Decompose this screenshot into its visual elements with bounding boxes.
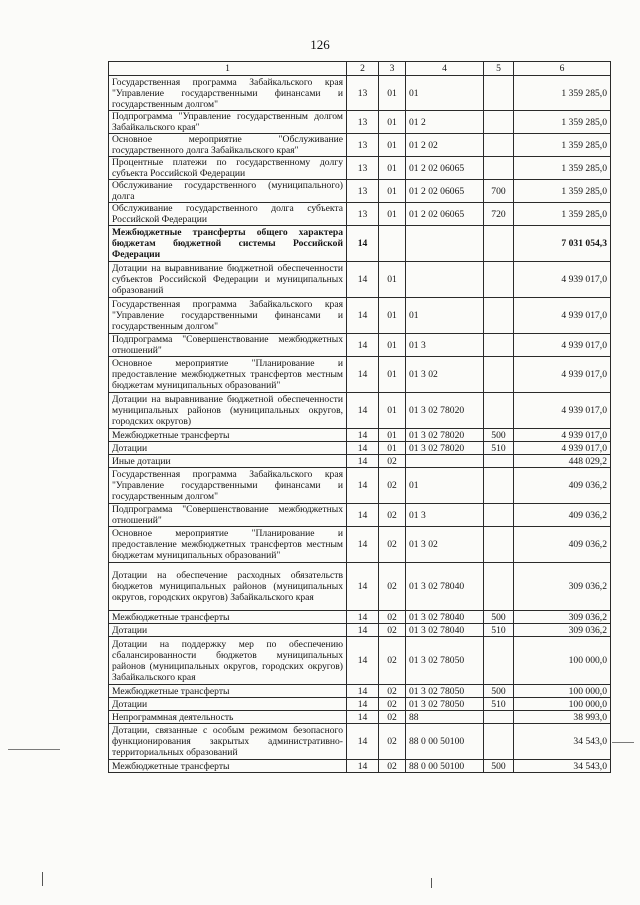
row-subsection-cell: 02	[379, 504, 406, 527]
row-name-cell: Основное мероприятие "Обслуживание государственного долга Забайкальского края"	[109, 134, 347, 157]
row-expense-type-cell: 500	[484, 760, 514, 773]
row-target-article-cell: 01	[406, 298, 484, 334]
row-expense-type-cell	[484, 455, 514, 468]
row-target-article-cell: 01 2 02 06065	[406, 180, 484, 203]
row-target-article-cell: 01 2 02 06065	[406, 203, 484, 226]
row-section-cell: 14	[347, 760, 379, 773]
header-col-1: 1	[109, 62, 347, 76]
table-row	[109, 698, 611, 711]
row-subsection-cell: 01	[379, 429, 406, 442]
row-name-cell: Дотации	[109, 698, 347, 711]
row-section-cell: 14	[347, 468, 379, 504]
row-expense-type-cell	[484, 334, 514, 357]
table-body	[109, 76, 611, 773]
row-subsection-cell: 01	[379, 111, 406, 134]
row-amount-cell: 34 543,0	[514, 760, 611, 773]
row-subsection-cell: 02	[379, 760, 406, 773]
row-name-cell: Обслуживание государственного (муниципального) долга	[109, 180, 347, 203]
row-amount-cell: 34 543,0	[514, 724, 611, 760]
table-row	[109, 226, 611, 262]
row-amount-cell: 409 036,2	[514, 527, 611, 563]
row-target-article-cell: 01	[406, 468, 484, 504]
row-subsection-cell: 01	[379, 393, 406, 429]
row-subsection-cell: 02	[379, 724, 406, 760]
row-section-cell: 14	[347, 711, 379, 724]
header-col-5: 5	[484, 62, 514, 76]
row-expense-type-cell	[484, 504, 514, 527]
row-subsection-cell: 02	[379, 468, 406, 504]
row-expense-type-cell: 720	[484, 203, 514, 226]
row-section-cell: 13	[347, 76, 379, 111]
row-expense-type-cell	[484, 226, 514, 262]
header-col-3: 3	[379, 62, 406, 76]
table-row	[109, 563, 611, 611]
row-target-article-cell: 01 3	[406, 334, 484, 357]
budget-table	[108, 61, 611, 773]
row-target-article-cell: 01 3 02	[406, 527, 484, 563]
table-row	[109, 760, 611, 773]
row-expense-type-cell	[484, 527, 514, 563]
row-expense-type-cell	[484, 637, 514, 685]
row-amount-cell: 309 036,2	[514, 624, 611, 637]
row-section-cell: 14	[347, 393, 379, 429]
row-target-article-cell	[406, 262, 484, 298]
row-name-cell: Подпрограмма "Управление государственным долгом Забайкальского края"	[109, 111, 347, 134]
row-expense-type-cell	[484, 357, 514, 393]
row-section-cell: 14	[347, 685, 379, 698]
row-name-cell: Межбюджетные трансферты	[109, 429, 347, 442]
row-amount-cell: 4 939 017,0	[514, 334, 611, 357]
header-col-4: 4	[406, 62, 484, 76]
row-subsection-cell: 01	[379, 298, 406, 334]
row-amount-cell: 309 036,2	[514, 563, 611, 611]
row-name-cell: Подпрограмма "Совершенствование межбюджетных отношений"	[109, 334, 347, 357]
row-section-cell: 14	[347, 698, 379, 711]
row-subsection-cell: 01	[379, 334, 406, 357]
row-subsection-cell: 02	[379, 711, 406, 724]
page-number: 126	[310, 37, 330, 52]
row-name-cell: Дотации	[109, 442, 347, 455]
row-target-article-cell	[406, 455, 484, 468]
row-subsection-cell: 02	[379, 563, 406, 611]
table-row	[109, 442, 611, 455]
scan-margin-line	[8, 749, 60, 750]
row-target-article-cell: 01 3 02	[406, 357, 484, 393]
row-section-cell: 13	[347, 157, 379, 180]
table-row	[109, 455, 611, 468]
header-col-6: 6	[514, 62, 611, 76]
row-name-cell: Дотации на выравнивание бюджетной обеспеченности субъектов Российской Федерации и муниципальных образований	[109, 262, 347, 298]
row-target-article-cell: 01 3 02 78050	[406, 637, 484, 685]
row-section-cell: 14	[347, 298, 379, 334]
row-subsection-cell: 02	[379, 624, 406, 637]
table-row	[109, 624, 611, 637]
row-expense-type-cell: 700	[484, 180, 514, 203]
row-amount-cell: 4 939 017,0	[514, 298, 611, 334]
row-name-cell: Основное мероприятие "Планирование и предоставление межбюджетных трансфертов местным бюджетам муниципальных образований"	[109, 357, 347, 393]
row-subsection-cell: 01	[379, 262, 406, 298]
row-section-cell: 14	[347, 563, 379, 611]
row-subsection-cell: 02	[379, 611, 406, 624]
row-section-cell: 14	[347, 504, 379, 527]
row-amount-cell: 409 036,2	[514, 468, 611, 504]
row-expense-type-cell	[484, 468, 514, 504]
row-section-cell: 14	[347, 527, 379, 563]
row-section-cell: 14	[347, 611, 379, 624]
row-target-article-cell: 88 0 00 50100	[406, 760, 484, 773]
table-row	[109, 262, 611, 298]
row-name-cell: Межбюджетные трансферты	[109, 685, 347, 698]
row-subsection-cell: 02	[379, 685, 406, 698]
table-row	[109, 393, 611, 429]
row-name-cell: Межбюджетные трансферты общего характера бюджетам бюджетной системы Российской Федерации	[109, 226, 347, 262]
table-row	[109, 468, 611, 504]
row-amount-cell: 4 939 017,0	[514, 357, 611, 393]
row-amount-cell: 4 939 017,0	[514, 262, 611, 298]
row-name-cell: Дотации на обеспечение расходных обязательств бюджетов муниципальных районов (муниципальных округов, городских округов) Забайкальского края	[109, 563, 347, 611]
row-subsection-cell	[379, 226, 406, 262]
scan-margin-line	[612, 742, 634, 743]
table-header-row	[109, 62, 611, 76]
row-name-cell: Государственная программа Забайкальского края "Управление государственными финансами и государственным долгом"	[109, 76, 347, 111]
row-name-cell: Подпрограмма "Совершенствование межбюджетных отношений"	[109, 504, 347, 527]
row-target-article-cell: 01 3 02 78020	[406, 393, 484, 429]
table-row	[109, 111, 611, 134]
row-name-cell: Межбюджетные трансферты	[109, 760, 347, 773]
row-section-cell: 13	[347, 180, 379, 203]
scan-margin-tick	[42, 872, 43, 886]
row-section-cell: 14	[347, 624, 379, 637]
row-subsection-cell: 01	[379, 134, 406, 157]
row-amount-cell: 4 939 017,0	[514, 442, 611, 455]
row-name-cell: Иные дотации	[109, 455, 347, 468]
row-target-article-cell: 88 0 00 50100	[406, 724, 484, 760]
row-target-article-cell: 01 3 02 78050	[406, 698, 484, 711]
row-name-cell: Дотации	[109, 624, 347, 637]
row-name-cell: Дотации на поддержку мер по обеспечению сбалансированности бюджетов муниципальных районов (муниципальных округов, городских округов) Забайкальского края	[109, 637, 347, 685]
row-subsection-cell: 01	[379, 157, 406, 180]
row-amount-cell: 309 036,2	[514, 611, 611, 624]
row-subsection-cell: 01	[379, 442, 406, 455]
row-expense-type-cell	[484, 563, 514, 611]
row-amount-cell: 4 939 017,0	[514, 429, 611, 442]
table-row	[109, 611, 611, 624]
row-target-article-cell: 01 3 02 78020	[406, 442, 484, 455]
row-amount-cell: 409 036,2	[514, 504, 611, 527]
row-expense-type-cell: 510	[484, 624, 514, 637]
row-section-cell: 14	[347, 226, 379, 262]
row-amount-cell: 38 993,0	[514, 711, 611, 724]
row-section-cell: 13	[347, 111, 379, 134]
row-subsection-cell: 01	[379, 357, 406, 393]
table-row	[109, 298, 611, 334]
row-name-cell: Государственная программа Забайкальского края "Управление государственными финансами и государственным долгом"	[109, 298, 347, 334]
table-row	[109, 711, 611, 724]
row-expense-type-cell	[484, 298, 514, 334]
row-name-cell: Процентные платежи по государственному долгу субъекта Российской Федерации	[109, 157, 347, 180]
table-row	[109, 724, 611, 760]
row-subsection-cell: 02	[379, 698, 406, 711]
row-target-article-cell: 01 2 02	[406, 134, 484, 157]
row-target-article-cell: 01 3 02 78040	[406, 611, 484, 624]
table-row	[109, 134, 611, 157]
row-name-cell: Дотации на выравнивание бюджетной обеспеченности муниципальных районов (муниципальных округов, городских округов)	[109, 393, 347, 429]
row-subsection-cell: 01	[379, 203, 406, 226]
row-expense-type-cell: 500	[484, 611, 514, 624]
table-row	[109, 180, 611, 203]
row-amount-cell: 448 029,2	[514, 455, 611, 468]
row-name-cell: Непрограммная деятельность	[109, 711, 347, 724]
table-row	[109, 76, 611, 111]
row-section-cell: 14	[347, 455, 379, 468]
row-section-cell: 13	[347, 203, 379, 226]
row-expense-type-cell: 510	[484, 698, 514, 711]
row-name-cell: Обслуживание государственного долга субъекта Российской Федерации	[109, 203, 347, 226]
row-subsection-cell: 01	[379, 180, 406, 203]
row-section-cell: 14	[347, 262, 379, 298]
table-row	[109, 685, 611, 698]
row-target-article-cell: 01 3	[406, 504, 484, 527]
row-amount-cell: 100 000,0	[514, 698, 611, 711]
row-amount-cell: 1 359 285,0	[514, 180, 611, 203]
row-target-article-cell: 01 3 02 78050	[406, 685, 484, 698]
row-name-cell: Основное мероприятие "Планирование и предоставление межбюджетных трансфертов местным бюджетам муниципальных образований"	[109, 527, 347, 563]
row-expense-type-cell	[484, 724, 514, 760]
table-row	[109, 429, 611, 442]
row-name-cell: Дотации, связанные с особым режимом безопасного функционирования закрытых административно-территориальных образований	[109, 724, 347, 760]
row-target-article-cell: 01	[406, 76, 484, 111]
row-target-article-cell: 01 3 02 78040	[406, 563, 484, 611]
table-row	[109, 637, 611, 685]
row-subsection-cell: 01	[379, 76, 406, 111]
row-subsection-cell: 02	[379, 527, 406, 563]
row-name-cell: Государственная программа Забайкальского края "Управление государственными финансами и государственным долгом"	[109, 468, 347, 504]
table-row	[109, 504, 611, 527]
table-row	[109, 527, 611, 563]
row-amount-cell: 1 359 285,0	[514, 134, 611, 157]
row-expense-type-cell	[484, 76, 514, 111]
row-target-article-cell: 01 3 02 78020	[406, 429, 484, 442]
row-expense-type-cell: 500	[484, 685, 514, 698]
row-target-article-cell: 01 2 02 06065	[406, 157, 484, 180]
row-section-cell: 14	[347, 637, 379, 685]
row-amount-cell: 7 031 054,3	[514, 226, 611, 262]
row-amount-cell: 1 359 285,0	[514, 111, 611, 134]
row-target-article-cell: 01 3 02 78040	[406, 624, 484, 637]
row-section-cell: 14	[347, 724, 379, 760]
table-row	[109, 357, 611, 393]
row-name-cell: Межбюджетные трансферты	[109, 611, 347, 624]
row-expense-type-cell: 510	[484, 442, 514, 455]
row-amount-cell: 1 359 285,0	[514, 203, 611, 226]
header-col-2: 2	[347, 62, 379, 76]
row-section-cell: 13	[347, 134, 379, 157]
row-target-article-cell: 01 2	[406, 111, 484, 134]
row-expense-type-cell	[484, 134, 514, 157]
scan-margin-tick	[431, 878, 432, 888]
row-expense-type-cell	[484, 262, 514, 298]
row-subsection-cell: 02	[379, 455, 406, 468]
row-expense-type-cell	[484, 111, 514, 134]
row-subsection-cell: 02	[379, 637, 406, 685]
table-row	[109, 334, 611, 357]
row-target-article-cell: 88	[406, 711, 484, 724]
row-section-cell: 14	[347, 334, 379, 357]
row-expense-type-cell	[484, 711, 514, 724]
row-amount-cell: 4 939 017,0	[514, 393, 611, 429]
row-amount-cell: 100 000,0	[514, 685, 611, 698]
row-amount-cell: 1 359 285,0	[514, 157, 611, 180]
table-row	[109, 157, 611, 180]
row-section-cell: 14	[347, 442, 379, 455]
row-expense-type-cell	[484, 157, 514, 180]
row-section-cell: 14	[347, 429, 379, 442]
row-amount-cell: 100 000,0	[514, 637, 611, 685]
row-expense-type-cell	[484, 393, 514, 429]
row-amount-cell: 1 359 285,0	[514, 76, 611, 111]
row-target-article-cell	[406, 226, 484, 262]
table-row	[109, 203, 611, 226]
row-expense-type-cell: 500	[484, 429, 514, 442]
row-section-cell: 14	[347, 357, 379, 393]
